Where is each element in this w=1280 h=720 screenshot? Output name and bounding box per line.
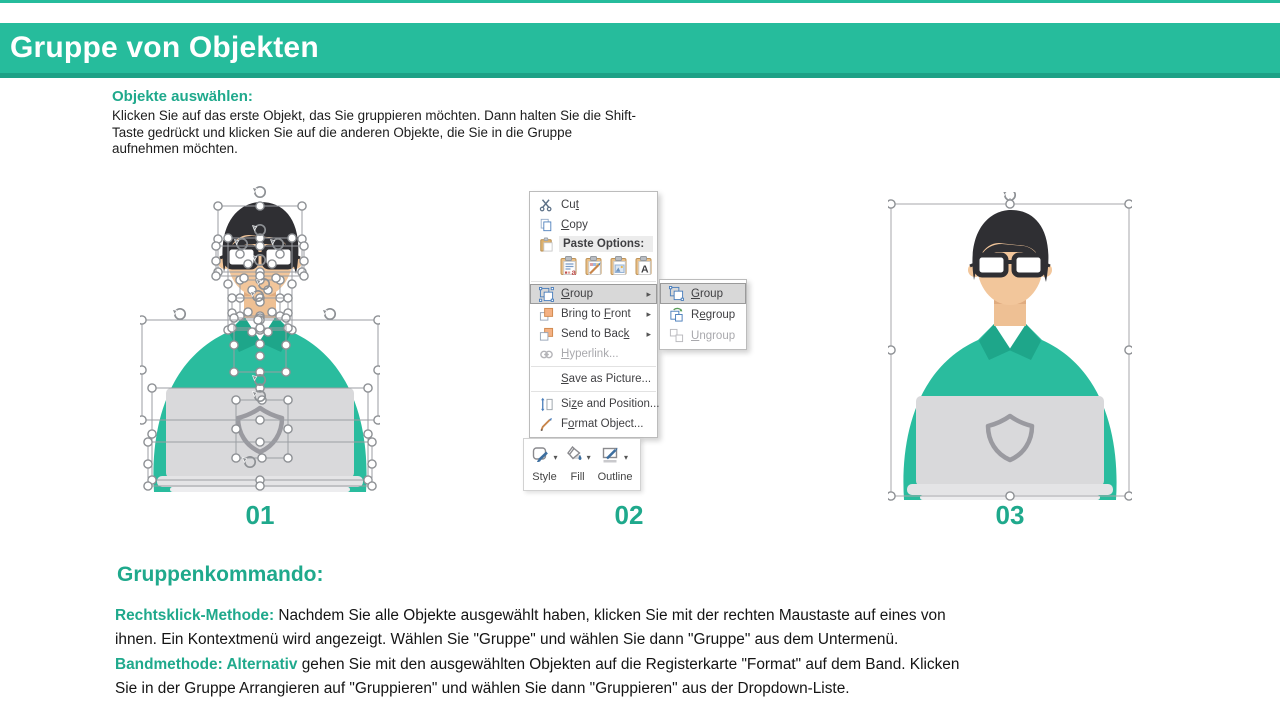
step-number-01: 01 xyxy=(245,500,275,530)
step-number-03: 03 xyxy=(995,500,1025,530)
send-to-back-icon xyxy=(536,326,556,342)
intro-line: Klicken Sie auf das erste Objekt, das Sie gruppieren möchten. Dann halten Sie die Shift- xyxy=(112,108,637,123)
paragraph-line: Rechtsklick-Methode: Nachdem Sie alle Objekte ausgewählt haben, klicken Sie mit der rechten Maustaste auf eines von xyxy=(115,607,946,624)
regroup-icon xyxy=(666,307,686,323)
menu-item-format-object[interactable]: Format Object... xyxy=(530,414,657,434)
keep-source-formatting-icon[interactable] xyxy=(559,255,580,277)
menu-item-save-as-picture[interactable]: Save as Picture... xyxy=(530,369,657,389)
intro-line: Taste gedrückt und klicken Sie auf die anderen Objekte, die Sie in die Gruppe xyxy=(112,124,573,140)
fill-button[interactable] xyxy=(565,446,591,483)
svg-text:a: a xyxy=(571,267,576,277)
style-button[interactable] xyxy=(532,446,558,483)
ungroup-icon xyxy=(666,328,686,344)
blank-icon xyxy=(536,371,556,387)
outline-button[interactable] xyxy=(598,446,633,483)
fill-icon xyxy=(565,446,585,469)
ribbon-method-lead: Bandmethode: Alternativ xyxy=(115,655,298,673)
group-icon xyxy=(536,286,556,302)
format-object-icon xyxy=(536,416,556,432)
dropdown-caret-icon: ▾ xyxy=(624,453,629,462)
menu-item-cut[interactable]: Cut xyxy=(530,195,657,215)
menu-item-send-to-back[interactable]: Send to Back ▸ xyxy=(530,324,657,344)
scissors-icon xyxy=(536,197,556,213)
group-submenu xyxy=(659,279,747,350)
menu-item-bring-to-front[interactable]: Bring to Front ▸ xyxy=(530,304,657,324)
intro-line: aufnehmen möchten. xyxy=(112,141,238,157)
menu-item-hyperlink[interactable]: Hyperlink... xyxy=(530,344,657,364)
paragraph-line: Sie in der Gruppe Arrangieren auf "Gruppieren" und wählen Sie dann "Gruppieren" aus der Dropdown-Liste. xyxy=(115,680,850,698)
paste-icon xyxy=(536,237,556,252)
fill-label: Fill xyxy=(570,471,585,483)
rightclick-method-lead: Rechtsklick-Methode: xyxy=(115,607,275,624)
menu-separator xyxy=(531,391,656,392)
step-number-02: 02 xyxy=(614,500,644,530)
intro-heading: Objekte auswählen: xyxy=(112,88,253,105)
size-position-icon xyxy=(536,396,556,412)
menu-item-group[interactable]: Group ▸ xyxy=(530,284,657,304)
keep-text-only-icon[interactable] xyxy=(634,255,655,277)
mini-format-toolbar xyxy=(523,438,641,491)
intro-section xyxy=(112,88,672,158)
paste-options-buttons xyxy=(530,253,657,279)
dropdown-caret-icon: ▾ xyxy=(586,453,591,462)
top-accent-strip xyxy=(0,0,1280,3)
context-menu xyxy=(529,191,658,438)
figure-01-multiselected-illustration xyxy=(140,184,380,496)
submenu-item-ungroup[interactable]: Ungroup xyxy=(660,325,746,346)
dropdown-caret-icon: ▾ xyxy=(553,453,558,462)
submenu-item-regroup[interactable]: Regroup xyxy=(660,304,746,325)
page-title: Gruppe von Objekten xyxy=(10,31,319,64)
submenu-arrow-icon: ▸ xyxy=(646,288,651,299)
submenu-item-group[interactable]: Group xyxy=(660,283,746,304)
menu-separator xyxy=(531,366,656,367)
submenu-arrow-icon: ▸ xyxy=(646,328,651,339)
paste-options-row xyxy=(530,235,657,253)
bring-to-front-icon xyxy=(536,306,556,322)
figure-03-grouped-illustration xyxy=(888,192,1132,504)
outline-label: Outline xyxy=(597,471,633,483)
menu-item-copy[interactable]: Copy xyxy=(530,215,657,235)
menu-separator xyxy=(531,281,656,282)
commands-section xyxy=(115,604,1095,702)
style-icon xyxy=(532,446,552,469)
paste-picture-icon[interactable] xyxy=(609,255,630,277)
submenu-arrow-icon: ▸ xyxy=(646,308,651,319)
style-label: Style xyxy=(532,471,557,483)
hyperlink-icon xyxy=(536,346,556,362)
outline-icon xyxy=(602,446,622,469)
merge-formatting-icon[interactable] xyxy=(584,255,605,277)
svg-text:A: A xyxy=(640,263,649,275)
paste-options-label: Paste Options: xyxy=(559,236,653,252)
menu-item-size-and-position[interactable]: Size and Position... xyxy=(530,394,657,414)
commands-heading: Gruppenkommando: xyxy=(117,563,324,586)
slide-header xyxy=(0,23,1280,78)
paragraph-line: ihnen. Ein Kontextmenü wird angezeigt. Wählen Sie "Gruppe" und wählen Sie dann "Gruppe" aus dem Untermenü. xyxy=(115,631,899,649)
group-icon xyxy=(666,286,686,302)
paragraph-line: Bandmethode: Alternativ gehen Sie mit den ausgewählten Objekten auf die Registerkarte "Format" auf dem Band. Klicken xyxy=(115,655,960,673)
copy-icon xyxy=(536,217,556,233)
